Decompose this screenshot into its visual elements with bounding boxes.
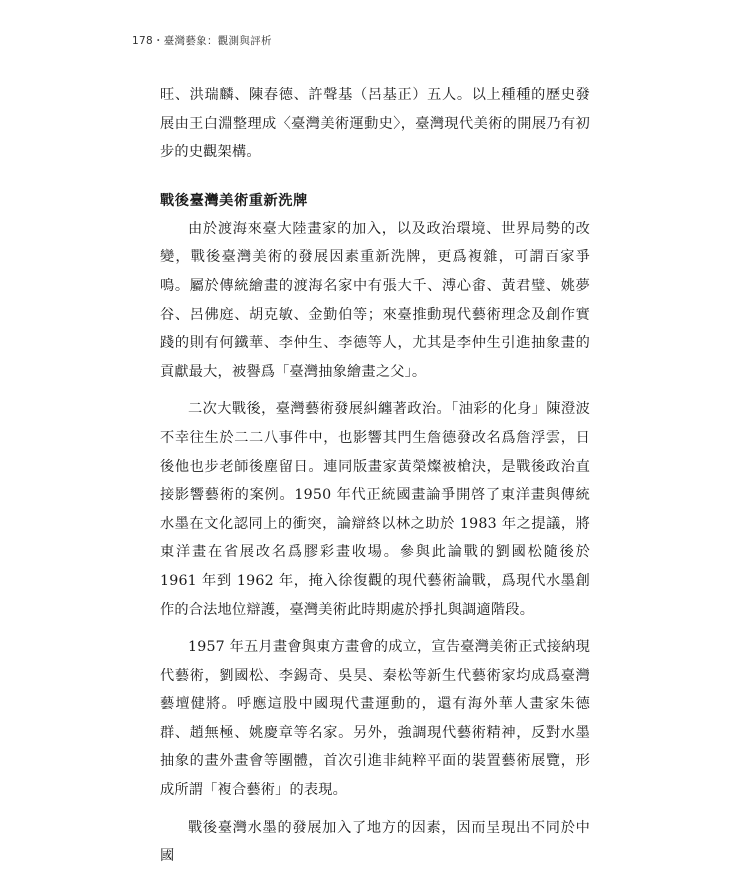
paragraph-politics: 二次大戰後，臺灣藝術發展糾纏著政治。「油彩的化身」陳澄波不幸往生於二二八事件中，也影響其門生詹德發改名爲詹浮雲，日後他也步老師後塵留日。連同版畫家黃榮燦被槍決，是戰後政治直接影響藝術的案例。1950 年代正統國畫論爭開啓了東洋畫與傳統水墨在文化認同上的衝突，論辯終以林之助於 1983 年之提議，將東洋畫在省展改名爲膠彩畫收場。參與此論戰的劉國松隨後於 1961 年到 1962 年，掩入徐復觀的現代藝術論戰，爲現代水墨創作的合法地位辯護，臺灣美術此時期處於掙扎與調適階段。	[160, 401, 590, 618]
paragraph-postwar-reshuffle: 由於渡海來臺大陸畫家的加入，以及政治環境、世界局勢的改變，戰後臺灣美術的發展因素重新洗牌，更爲複雜，可謂百家爭鳴。屬於傳統繪畫的渡海名家中有張大千、溥心畬、黃君璧、姚夢谷、呂佛庭、胡克敏、金勤伯等；來臺推動現代藝術理念及創作實踐的則有何鐵華、李仲生、李德等人，尤其是李仲生引進抽象畫的貢獻最大，被譽爲「臺灣抽象繪畫之父」。	[160, 220, 590, 380]
paragraph-ink-painting: 戰後臺灣水墨的發展加入了地方的因素，因而呈現出不同於中國	[160, 819, 590, 865]
page-body	[160, 81, 590, 871]
section-heading: 戰後臺灣美術重新洗牌	[160, 192, 308, 209]
paragraph-modern-art-groups: 1957 年五月畫會與東方畫會的成立，宣告臺灣美術正式接納現代藝術，劉國松、李錫奇、吳昊、秦松等新生代藝術家均成爲臺灣藝壇健將。呼應這股中國現代畫運動的，還有海外華人畫家朱德群、趙無極、姚慶章等名家。另外，強調現代藝術精神，反對水墨抽象的畫外畫會等團體，首次引進非純粹平面的裝置藝術展覽，形成所謂「複合藝術」的表現。	[160, 639, 590, 799]
running-header: 178・臺灣藝象：觀測與評析	[132, 35, 272, 47]
paragraph-continuation: 旺、洪瑞麟、陳春德、許聲基（呂基正）五人。以上種種的歷史發展由王白淵整理成〈臺灣美術運動史〉，臺灣現代美術的開展乃有初步的史觀架構。	[160, 87, 590, 161]
